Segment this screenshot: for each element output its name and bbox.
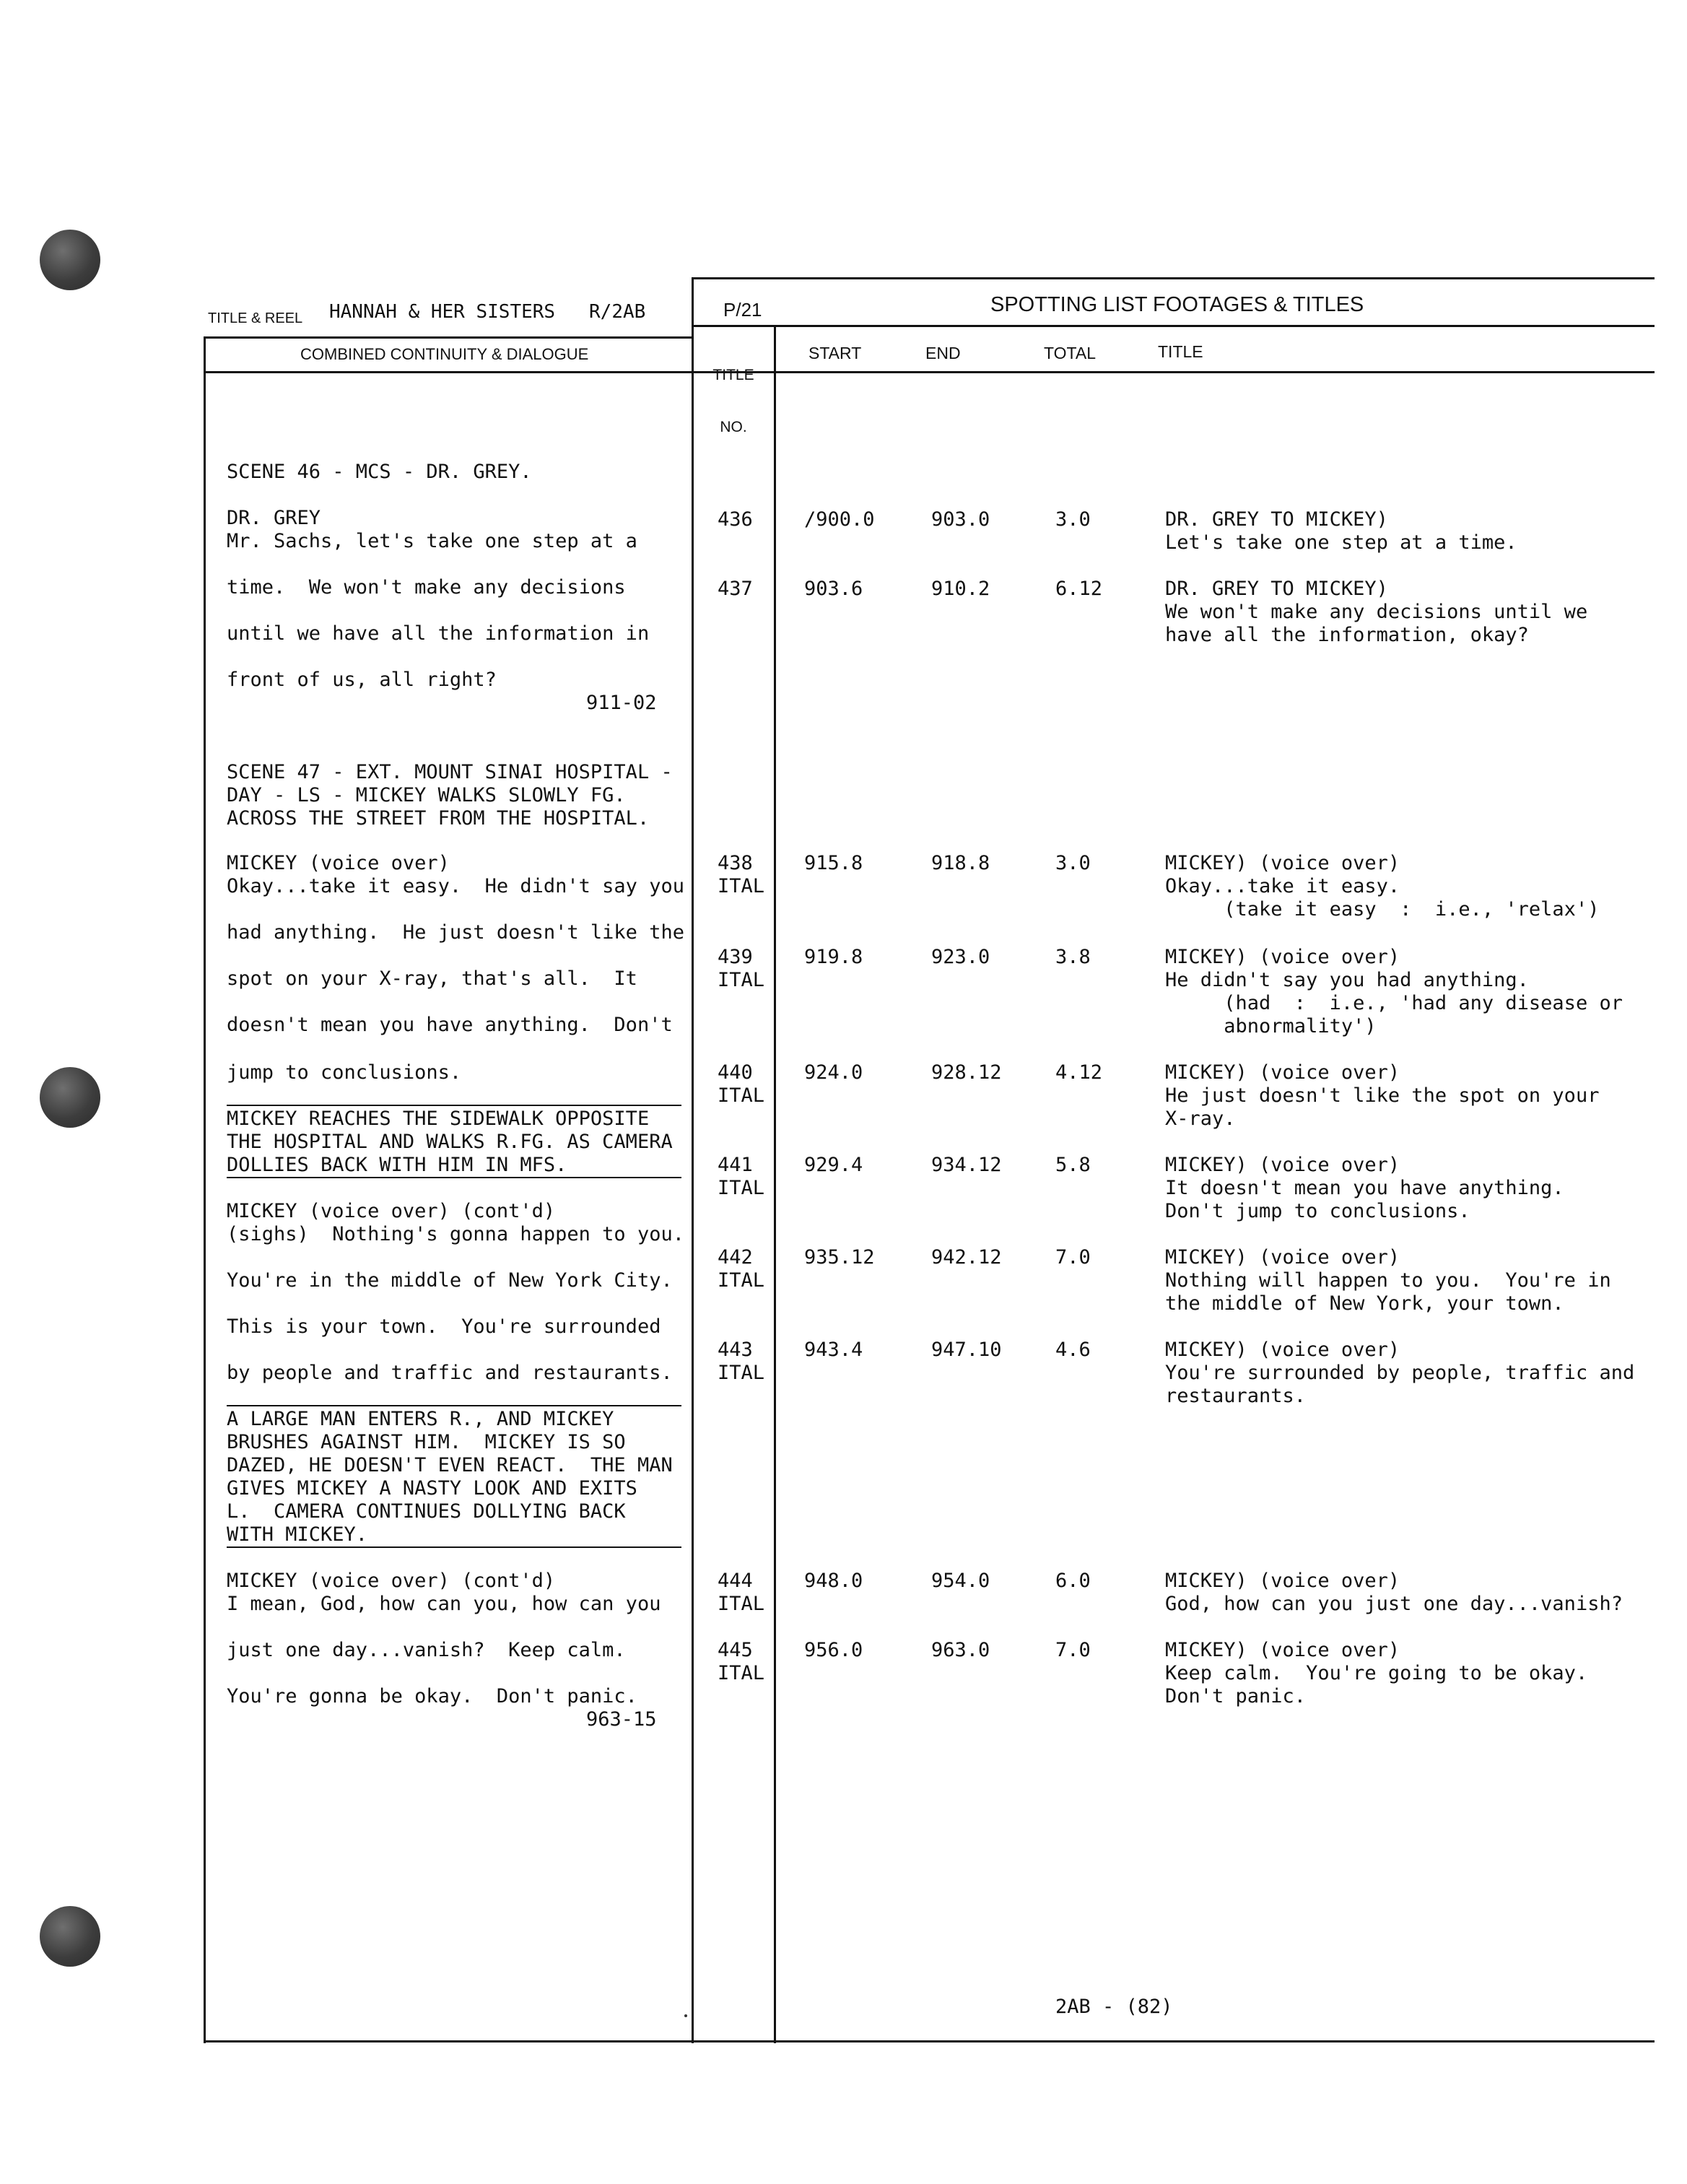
dialogue-line: until we have all the information in xyxy=(227,622,650,645)
dialogue-line: just one day...vanish? Keep calm. xyxy=(227,1639,626,1661)
dialogue-line: Mr. Sachs, let's take one step at a xyxy=(227,530,637,552)
start-footage: 956.0 xyxy=(804,1639,863,1661)
subtitle-line: Nothing will happen to you. You're in xyxy=(1165,1269,1611,1292)
page-code: 2AB - (82) xyxy=(1055,1996,1173,2018)
dialogue-line: doesn't mean you have anything. Don't xyxy=(227,1014,673,1036)
scene-heading: ACROSS THE STREET FROM THE HOSPITAL. xyxy=(227,807,650,830)
action-line: A LARGE MAN ENTERS R., AND MICKEY xyxy=(227,1408,614,1430)
title-number: 440 xyxy=(718,1061,753,1084)
column-header-total: TOTAL xyxy=(1044,344,1096,362)
ital-flag: ITAL xyxy=(718,1269,765,1292)
end-footage: 963.0 xyxy=(931,1639,990,1661)
speaker-label: MICKEY (voice over) (cont'd) xyxy=(227,1200,556,1222)
ital-flag: ITAL xyxy=(718,1084,765,1107)
footage-mark: 911-02 xyxy=(586,692,657,714)
scene-heading: SCENE 47 - EXT. MOUNT SINAI HOSPITAL - xyxy=(227,761,673,783)
total-footage: 7.0 xyxy=(1055,1639,1091,1661)
subtitle-line: Don't panic. xyxy=(1165,1685,1307,1707)
action-rule-top xyxy=(227,1105,681,1106)
title-number: 436 xyxy=(718,508,753,531)
scene-heading: DAY - LS - MICKEY WALKS SLOWLY FG. xyxy=(227,784,626,806)
subtitle-line: (had : i.e., 'had any disease or xyxy=(1165,992,1623,1014)
total-footage: 7.0 xyxy=(1055,1246,1091,1269)
dialogue-line: I mean, God, how can you, how can you xyxy=(227,1593,661,1615)
title-number: 442 xyxy=(718,1246,753,1269)
subtitle-line: He didn't say you had anything. xyxy=(1165,969,1529,991)
title-number: 445 xyxy=(718,1639,753,1661)
title-number: 439 xyxy=(718,946,753,968)
rule-header-top-left xyxy=(204,336,692,339)
total-footage: 5.8 xyxy=(1055,1154,1091,1176)
title-number: 438 xyxy=(718,852,753,874)
dialogue-line: You're gonna be okay. Don't panic. xyxy=(227,1685,637,1707)
footage-mark: 963-15 xyxy=(586,1708,657,1731)
subtitle-line: the middle of New York, your town. xyxy=(1165,1292,1564,1315)
action-line: L. CAMERA CONTINUES DOLLYING BACK xyxy=(227,1500,626,1523)
subtitle-line: He just doesn't like the spot on your xyxy=(1165,1084,1600,1107)
end-footage: 923.0 xyxy=(931,946,990,968)
rule-bottom xyxy=(204,2040,1655,2042)
subtitle-line: Let's take one step at a time. xyxy=(1165,531,1517,554)
end-footage: 947.10 xyxy=(931,1339,1002,1361)
dialogue-line: had anything. He just doesn't like the xyxy=(227,921,684,944)
action-line: DOLLIES BACK WITH HIM IN MFS. xyxy=(227,1154,567,1176)
subtitle-line: MICKEY) (voice over) xyxy=(1165,1061,1400,1084)
stray-dot xyxy=(684,2014,687,2017)
page-number: P/21 xyxy=(723,299,762,321)
action-line: WITH MICKEY. xyxy=(227,1523,368,1546)
column-header-title-no-line1: TITLE xyxy=(712,367,754,383)
speaker-label: MICKEY (voice over) (cont'd) xyxy=(227,1570,556,1592)
column-header-title-no-line2: NO. xyxy=(720,419,747,435)
end-footage: 918.8 xyxy=(931,852,990,874)
scene-heading: SCENE 46 - MCS - DR. GREY. xyxy=(227,461,532,483)
subtitle-line: Don't jump to conclusions. xyxy=(1165,1200,1470,1222)
action-line: GIVES MICKEY A NASTY LOOK AND EXITS xyxy=(227,1477,637,1500)
subtitle-line: Keep calm. You're going to be okay. xyxy=(1165,1662,1588,1684)
total-footage: 4.6 xyxy=(1055,1339,1091,1361)
subtitle-line: MICKEY) (voice over) xyxy=(1165,946,1400,968)
column-header-title-no xyxy=(705,332,762,453)
end-footage: 903.0 xyxy=(931,508,990,531)
subtitle-line: MICKEY) (voice over) xyxy=(1165,1570,1400,1592)
subtitle-line: MICKEY) (voice over) xyxy=(1165,1339,1400,1361)
column-header-start: START xyxy=(808,344,862,362)
title-reel-value: HANNAH & HER SISTERS R/2AB xyxy=(329,301,646,323)
total-footage: 3.0 xyxy=(1055,508,1091,531)
subtitle-line: MICKEY) (voice over) xyxy=(1165,1246,1400,1269)
subtitle-line: abnormality') xyxy=(1165,1015,1377,1037)
subtitle-line: It doesn't mean you have anything. xyxy=(1165,1177,1564,1199)
start-footage: 935.12 xyxy=(804,1246,875,1269)
subtitle-line: We won't make any decisions until we xyxy=(1165,601,1588,623)
action-rule-bottom xyxy=(227,1546,681,1548)
end-footage: 928.12 xyxy=(931,1061,1002,1084)
subtitle-line: God, how can you just one day...vanish? xyxy=(1165,1593,1623,1615)
dialogue-line: spot on your X-ray, that's all. It xyxy=(227,967,637,990)
rule-header-bottom xyxy=(204,371,1655,373)
dialogue-line: (sighs) Nothing's gonna happen to you. xyxy=(227,1223,684,1245)
subtitle-line: DR. GREY TO MICKEY) xyxy=(1165,578,1388,600)
end-footage: 942.12 xyxy=(931,1246,1002,1269)
subtitle-line: MICKEY) (voice over) xyxy=(1165,1154,1400,1176)
action-line: BRUSHES AGAINST HIM. MICKEY IS SO xyxy=(227,1431,626,1453)
start-footage: 924.0 xyxy=(804,1061,863,1084)
ital-flag: ITAL xyxy=(718,969,765,991)
action-line: THE HOSPITAL AND WALKS R.FG. AS CAMERA xyxy=(227,1131,673,1153)
ital-flag: ITAL xyxy=(718,1177,765,1199)
start-footage: 919.8 xyxy=(804,946,863,968)
subtitle-line: have all the information, okay? xyxy=(1165,624,1529,646)
action-line: MICKEY REACHES THE SIDEWALK OPPOSITE xyxy=(227,1108,650,1130)
action-line: DAZED, HE DOESN'T EVEN REACT. THE MAN xyxy=(227,1454,673,1476)
action-rule-bottom xyxy=(227,1177,681,1178)
rule-top-right xyxy=(692,277,1655,279)
subtitle-line: You're surrounded by people, traffic and xyxy=(1165,1362,1635,1384)
total-footage: 6.12 xyxy=(1055,578,1103,600)
subtitle-line: MICKEY) (voice over) xyxy=(1165,852,1400,874)
dialogue-line: by people and traffic and restaurants. xyxy=(227,1362,673,1384)
total-footage: 6.0 xyxy=(1055,1570,1091,1592)
dialogue-line: Okay...take it easy. He didn't say you xyxy=(227,875,684,897)
start-footage: 929.4 xyxy=(804,1154,863,1176)
end-footage: 910.2 xyxy=(931,578,990,600)
ital-flag: ITAL xyxy=(718,875,765,897)
rule-divider-2 xyxy=(774,326,776,2043)
subtitle-line: DR. GREY TO MICKEY) xyxy=(1165,508,1388,531)
subtitle-line: X-ray. xyxy=(1165,1108,1236,1130)
column-header-title: TITLE xyxy=(1158,342,1203,361)
binder-hole-bottom xyxy=(40,1906,100,1967)
title-number: 443 xyxy=(718,1339,753,1361)
start-footage: 943.4 xyxy=(804,1339,863,1361)
spotting-list-heading: SPOTTING LIST FOOTAGES & TITLES xyxy=(990,293,1364,316)
ital-flag: ITAL xyxy=(718,1662,765,1684)
action-rule-top xyxy=(227,1405,681,1406)
rule-divider-1 xyxy=(692,277,694,2043)
dialogue-line: This is your town. You're surrounded xyxy=(227,1315,661,1338)
total-footage: 4.12 xyxy=(1055,1061,1103,1084)
start-footage: 915.8 xyxy=(804,852,863,874)
start-footage: /900.0 xyxy=(804,508,875,531)
start-footage: 903.6 xyxy=(804,578,863,600)
column-header-end: END xyxy=(925,344,961,362)
dialogue-line: You're in the middle of New York City. xyxy=(227,1269,673,1292)
dialogue-line: time. We won't make any decisions xyxy=(227,576,626,599)
column-header-dialogue: COMBINED CONTINUITY & DIALOGUE xyxy=(300,345,589,363)
subtitle-line: restaurants. xyxy=(1165,1385,1307,1407)
end-footage: 934.12 xyxy=(931,1154,1002,1176)
rule-header-top-right xyxy=(692,325,1655,327)
speaker-label: DR. GREY xyxy=(227,507,321,529)
subtitle-line: Okay...take it easy. xyxy=(1165,875,1400,897)
subtitle-line: MICKEY) (voice over) xyxy=(1165,1639,1400,1661)
dialogue-line: jump to conclusions. xyxy=(227,1061,462,1084)
title-number: 441 xyxy=(718,1154,753,1176)
title-number: 437 xyxy=(718,578,753,600)
total-footage: 3.8 xyxy=(1055,946,1091,968)
subtitle-line: (take it easy : i.e., 'relax') xyxy=(1165,898,1600,921)
title-reel-label: TITLE & REEL xyxy=(208,310,303,326)
binder-hole-top xyxy=(40,230,100,290)
title-number: 444 xyxy=(718,1570,753,1592)
dialogue-line: front of us, all right? xyxy=(227,669,497,691)
end-footage: 954.0 xyxy=(931,1570,990,1592)
total-footage: 3.0 xyxy=(1055,852,1091,874)
speaker-label: MICKEY (voice over) xyxy=(227,852,450,874)
rule-left-border xyxy=(204,336,206,2043)
binder-hole-middle xyxy=(40,1067,100,1128)
start-footage: 948.0 xyxy=(804,1570,863,1592)
ital-flag: ITAL xyxy=(718,1593,765,1615)
ital-flag: ITAL xyxy=(718,1362,765,1384)
